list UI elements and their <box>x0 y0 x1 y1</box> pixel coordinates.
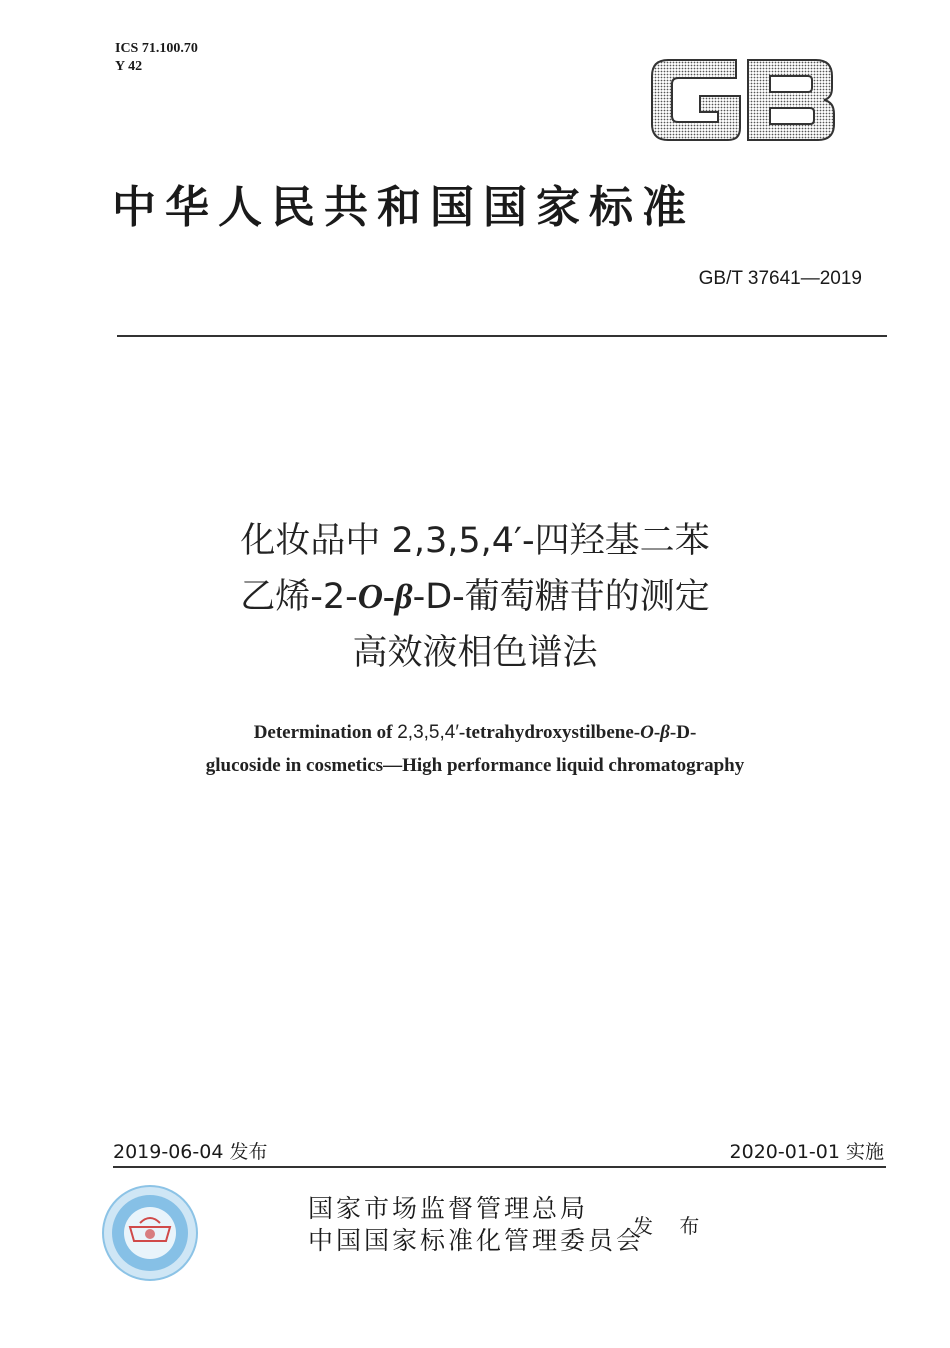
english-title-prefix: Determination of <box>253 722 398 743</box>
chinese-title-beta: β <box>394 577 413 616</box>
english-title-line1 <box>0 716 950 749</box>
english-title-mid: -tetrahydroxystilbene- <box>458 722 641 743</box>
ics-number: ICS 71.100.70 <box>115 41 198 56</box>
chinese-title-o: O <box>357 577 383 616</box>
issue-date: 2019-06-04 发布 <box>113 1141 268 1163</box>
issuer-samr: 国家市场监督管理总局 <box>308 1194 589 1223</box>
chinese-title-line3: 高效液相色谱法 <box>352 633 598 673</box>
english-title-o: O <box>640 722 654 743</box>
issuer-sac: 中国国家标准化管理委员会 <box>308 1226 645 1255</box>
ccs-number: Y 42 <box>115 59 143 74</box>
english-title-beta: β <box>660 722 670 743</box>
english-title-end: -D- <box>669 722 697 743</box>
english-title-line2: glucoside in cosmetics—High performance liquid chromatography <box>205 755 745 776</box>
english-title <box>0 716 950 782</box>
ics-code <box>115 40 198 76</box>
standard-number: GB/T 37641—2019 <box>698 268 862 289</box>
issuing-authorities <box>308 1193 644 1257</box>
chinese-title-line2 <box>0 569 950 625</box>
chinese-title-line1: 化妆品中 2,3,5,4′-四羟基二苯 <box>240 521 710 561</box>
chinese-title-dash: - <box>383 577 395 616</box>
national-standard-title: 中华人民共和国国家标准 <box>112 182 695 233</box>
chinese-title <box>0 513 950 681</box>
publish-label: 发 布 <box>633 1214 710 1238</box>
english-title-dash: - <box>653 722 661 743</box>
chinese-title-line2-prefix: 乙烯-2- <box>240 577 358 617</box>
english-title-numbers: 2,3,5,4′ <box>397 722 459 743</box>
footer-divider <box>113 1166 886 1168</box>
header-divider <box>117 335 887 337</box>
chinese-title-line2-rest: -D-葡萄糖苷的测定 <box>412 577 710 617</box>
gb-logo-icon <box>648 52 838 148</box>
anti-counterfeit-seal-icon <box>100 1183 200 1283</box>
implementation-date: 2020-01-01 实施 <box>729 1141 884 1163</box>
